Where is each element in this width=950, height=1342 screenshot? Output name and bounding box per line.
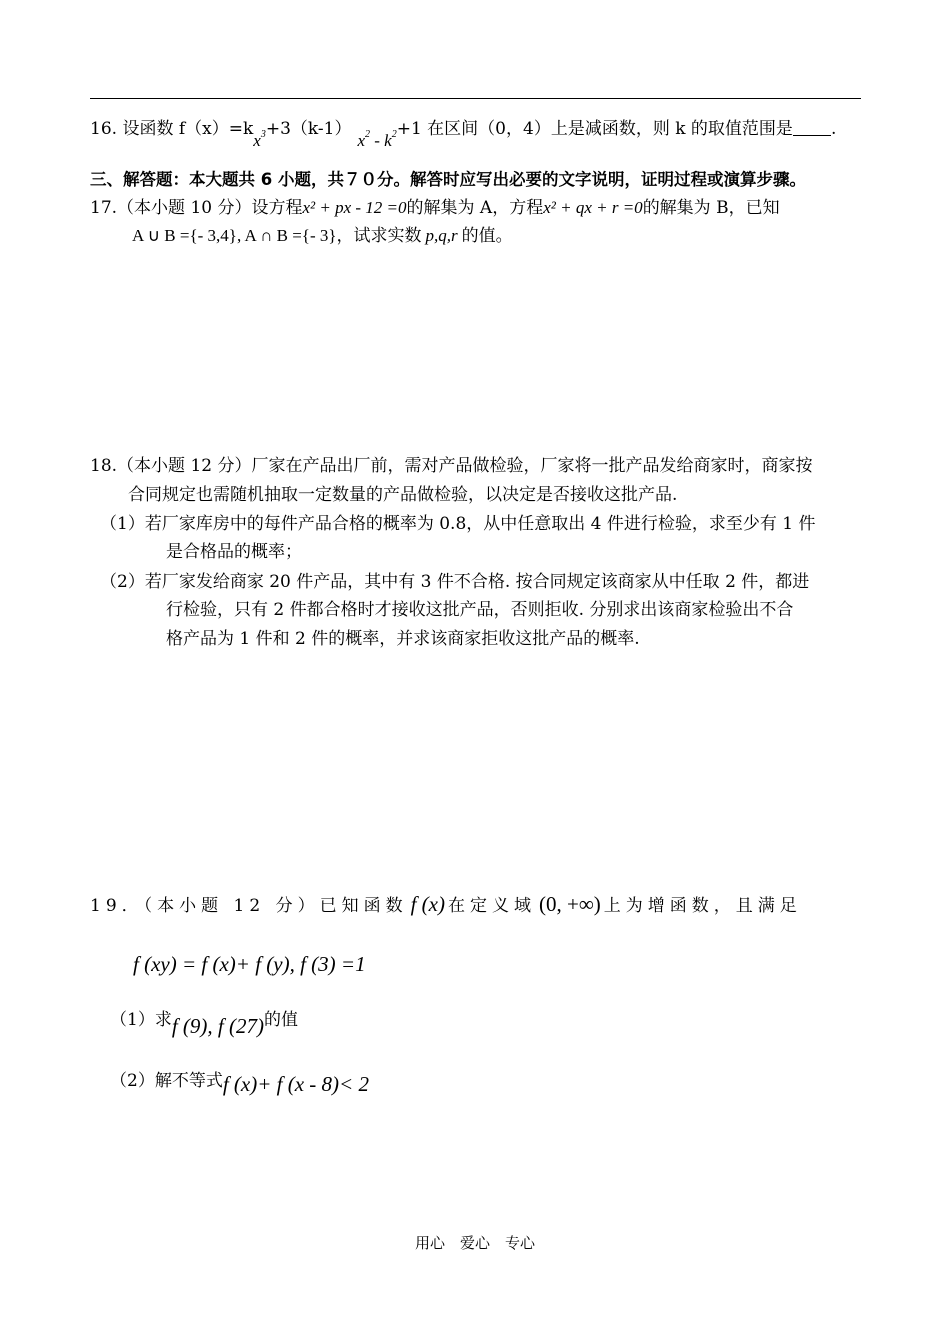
q16-prefix: 16. 设函数 f（x）=k <box>90 119 254 139</box>
question-17-line2: A ∪ B ={- 3,4}, A ∩ B ={- 3}，试求实数 p,q,r 的值。 <box>132 226 513 246</box>
q19-function: f (x) <box>410 892 445 916</box>
question-16: 16. 设函数 $f(x)=kx^3+3(k-1)x^2 - k^2+1$ 在区间（0，4）上是减函数，则 k 的取值范围是 . <box>90 119 837 150</box>
question-18-line2: 合同规定也需随机抽取一定数量的产品做检验，以决定是否接收这批产品. <box>128 485 678 505</box>
question-18-line1: 18.（本小题 12 分）厂家在产品出厂前，需对产品做检验，厂家将一批产品发给商家时，商家按 <box>90 456 813 476</box>
question-19-part2: （2）解不等式f (x)+ f (x - 8)< 2 <box>110 1071 369 1096</box>
top-rule <box>90 98 861 99</box>
q19-domain: (0, +∞) <box>538 892 601 916</box>
question-19-condition: f (xy) = f (x)+ f (y), f (3) =1 <box>133 952 366 976</box>
question-18-part1-line2: 是合格品的概率； <box>166 542 302 562</box>
q17-set-conditions: A ∪ B ={- 3,4}, A ∩ B ={- 3} <box>132 226 337 245</box>
question-17-line1: 17.（本小题 10 分）设方程x² + px - 12 =0的解集为 A，方程x² + qx + r =0的解集为 B，已知 <box>90 198 780 218</box>
section-3-header: 三、解答题：本大题共 6 小题，共７０分。解答时应写出必要的文字说明，证明过程或演算步骤。 <box>90 170 806 189</box>
q17-equation-2: x² + qx + r =0 <box>543 198 643 217</box>
question-19-part1: （1）求f (9), f (27)的值 <box>110 1010 298 1038</box>
q16-x2-minus-k2: $x^2 - k^2$ <box>357 129 397 150</box>
page-footer: 用心 爱心 专心 <box>414 1234 535 1252</box>
question-19-line1: 19．（本小题 12 分）已知函数 f (x) 在定义域 (0, +∞) 上为增函数，且满足 <box>90 892 802 916</box>
question-18-part2-line1: （2）若厂家发给商家 20 件产品，其中有 3 件不合格. 按合同规定该商家从中任取 2 件，都进 <box>100 572 810 592</box>
answer-blank[interactable] <box>793 121 831 136</box>
q16-mid: +3（k-1） <box>265 119 352 139</box>
question-18-part2-line2: 行检验，只有 2 件都合格时才接收这批产品，否则拒收. 分别求出该商家检验出不合 <box>166 600 794 620</box>
q19-part2-inequality: f (x)+ f (x - 8)< 2 <box>222 1072 369 1096</box>
question-18-part2-line3: 格产品为 1 件和 2 件的概率，并求该商家拒收这批产品的概率. <box>166 629 640 649</box>
q16-suffix: +1 在区间（0，4）上是减函数，则 k 的取值范围是 <box>396 119 793 139</box>
q17-variables: p,q,r <box>425 226 458 245</box>
q19-part1-expression: f (9), f (27) <box>171 1014 264 1038</box>
q17-equation-1: x² + px - 12 =0 <box>302 198 407 217</box>
q16-x3: $x^3$ <box>253 129 266 150</box>
question-18-part1-line1: （1）若厂家库房中的每件产品合格的概率为 0.8，从中任意取出 4 件进行检验，求至少有 1 件 <box>100 514 816 534</box>
